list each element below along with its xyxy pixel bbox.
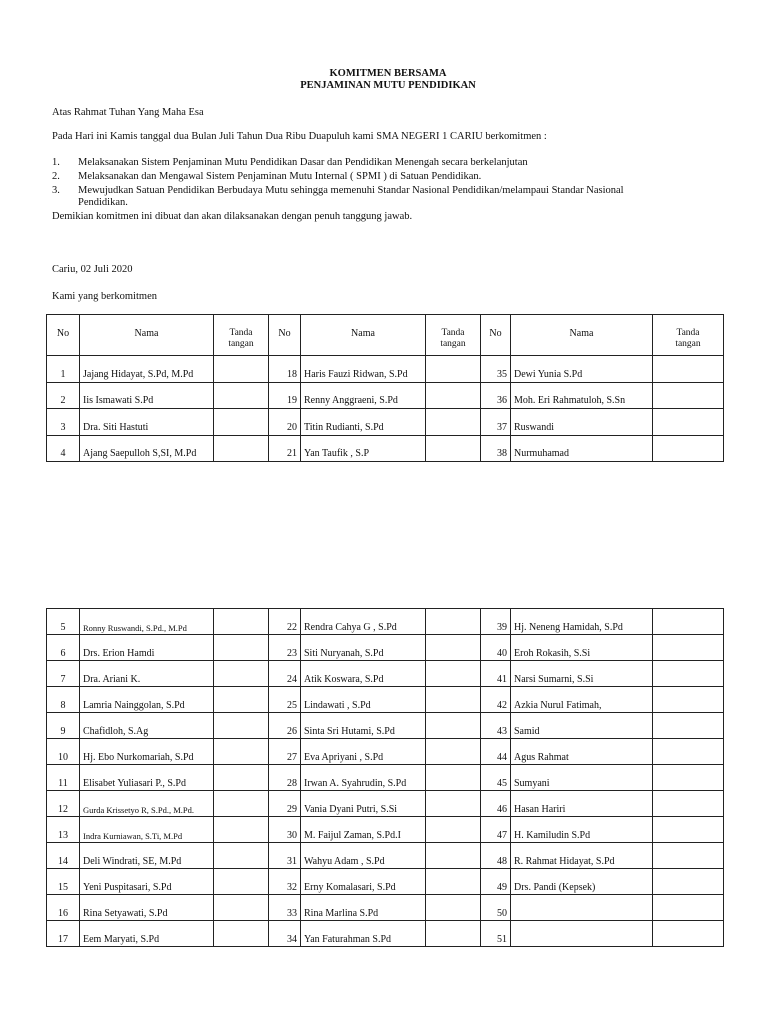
number-cell: 50 — [481, 895, 511, 921]
name-cell — [511, 921, 653, 947]
header-no: No — [481, 315, 511, 356]
signature-cell — [214, 895, 269, 921]
table-row — [47, 869, 724, 895]
name-cell: Ajang Saepulloh S,SI, M.Pd — [80, 435, 214, 462]
name-cell: Drs. Erion Hamdi — [80, 635, 214, 661]
number-cell: 20 — [269, 409, 301, 436]
number-cell: 29 — [269, 791, 301, 817]
name-cell: Gurda Krissetyo R, S.Pd., M.Pd. — [80, 791, 214, 817]
signature-cell — [426, 817, 481, 843]
signature-cell — [214, 791, 269, 817]
name-cell: Haris Fauzi Ridwan, S.Pd — [301, 356, 426, 383]
number-cell: 32 — [269, 869, 301, 895]
document-subtitle: PENJAMINAN MUTU PENDIDIKAN — [300, 80, 476, 91]
signature-cell — [653, 869, 724, 895]
header-tanda-tangan — [653, 315, 724, 356]
name-cell: Sumyani — [511, 765, 653, 791]
header-nama: Nama — [511, 315, 653, 356]
number-cell: 4 — [47, 435, 80, 462]
name-cell: Drs. Pandi (Kepsek) — [511, 869, 653, 895]
table-row — [47, 661, 724, 687]
name-cell: Irwan A. Syahrudin, S.Pd — [301, 765, 426, 791]
header-no: No — [47, 315, 80, 356]
signature-cell — [426, 895, 481, 921]
signature-cell — [426, 382, 481, 409]
number-cell: 25 — [269, 687, 301, 713]
number-cell: 34 — [269, 921, 301, 947]
signature-cell — [653, 765, 724, 791]
name-cell: Yan Faturahman S.Pd — [301, 921, 426, 947]
name-cell: R. Rahmat Hidayat, S.Pd — [511, 843, 653, 869]
signature-cell — [214, 609, 269, 635]
number-cell: 39 — [481, 609, 511, 635]
number-cell: 48 — [481, 843, 511, 869]
signature-cell — [426, 791, 481, 817]
name-cell: Dra. Siti Hastuti — [80, 409, 214, 436]
name-cell: Rendra Cahya G , S.Pd — [301, 609, 426, 635]
table-row — [47, 687, 724, 713]
number-cell: 19 — [269, 382, 301, 409]
signature-cell — [214, 921, 269, 947]
signature-cell — [214, 661, 269, 687]
number-cell: 8 — [47, 687, 80, 713]
number-cell: 38 — [481, 435, 511, 462]
header-nama: Nama — [301, 315, 426, 356]
header-tanda-tangan — [214, 315, 269, 356]
name-cell: Chafidloh, S.Ag — [80, 713, 214, 739]
name-cell: Deli Windrati, SE, M.Pd — [80, 843, 214, 869]
signature-cell — [214, 869, 269, 895]
number-cell: 49 — [481, 869, 511, 895]
item-number: 3. — [52, 185, 60, 196]
table-row — [47, 409, 724, 436]
item-text-continued: Pendidikan. — [78, 197, 128, 208]
signers-label: Kami yang berkomitmen — [52, 291, 157, 302]
signature-cell — [214, 382, 269, 409]
intro-paragraph: Pada Hari ini Kamis tanggal dua Bulan Juli Tahun Dua Ribu Duapuluh kami SMA NEGERI 1 CARIU berkomitmen : — [52, 131, 547, 142]
signature-cell — [653, 739, 724, 765]
name-cell: Hj. Ebo Nurkomariah, S.Pd — [80, 739, 214, 765]
number-cell: 33 — [269, 895, 301, 921]
item-text: Melaksanakan dan Mengawal Sistem Penjaminan Mutu Internal ( SPMI ) di Satuan Pendidikan. — [78, 171, 482, 182]
header-tangan: tangan — [440, 339, 466, 349]
signature-cell — [653, 713, 724, 739]
name-cell: Eem Maryati, S.Pd — [80, 921, 214, 947]
signature-cell — [214, 356, 269, 383]
signature-cell — [426, 609, 481, 635]
signature-cell — [426, 921, 481, 947]
signature-cell — [426, 661, 481, 687]
signature-cell — [426, 687, 481, 713]
name-cell: Wahyu Adam , S.Pd — [301, 843, 426, 869]
number-cell: 31 — [269, 843, 301, 869]
signature-cell — [653, 921, 724, 947]
signature-cell — [426, 739, 481, 765]
header-tanda: Tanda — [229, 328, 253, 338]
closing-statement: Demikian komitmen ini dibuat dan akan dilaksanakan dengan penuh tanggung jawab. — [52, 211, 413, 222]
signature-cell — [426, 869, 481, 895]
signature-table-page1 — [46, 314, 724, 462]
number-cell: 45 — [481, 765, 511, 791]
signature-cell — [426, 843, 481, 869]
table-row — [47, 713, 724, 739]
signature-cell — [653, 791, 724, 817]
name-cell: Yeni Puspitasari, S.Pd — [80, 869, 214, 895]
table-row — [47, 356, 724, 383]
number-cell: 2 — [47, 382, 80, 409]
signature-cell — [214, 435, 269, 462]
signature-cell — [214, 843, 269, 869]
greeting-line: Atas Rahmat Tuhan Yang Maha Esa — [52, 107, 204, 118]
signature-cell — [214, 687, 269, 713]
number-cell: 18 — [269, 356, 301, 383]
name-cell: Azkia Nurul Fatimah, — [511, 687, 653, 713]
name-cell: Atik Koswara, S.Pd — [301, 661, 426, 687]
header-nama: Nama — [80, 315, 214, 356]
header-tangan: tangan — [228, 339, 254, 349]
name-cell: Eroh Rokasih, S.Si — [511, 635, 653, 661]
signature-cell — [214, 409, 269, 436]
name-cell: Siti Nuryanah, S.Pd — [301, 635, 426, 661]
header-tangan: tangan — [675, 339, 701, 349]
signature-cell — [653, 435, 724, 462]
name-cell: Moh. Eri Rahmatuloh, S.Sn — [511, 382, 653, 409]
signature-cell — [426, 409, 481, 436]
number-cell: 13 — [47, 817, 80, 843]
signature-cell — [426, 713, 481, 739]
name-cell: Agus Rahmat — [511, 739, 653, 765]
name-cell: Ronny Ruswandi, S.Pd., M.Pd — [80, 609, 214, 635]
number-cell: 27 — [269, 739, 301, 765]
number-cell: 7 — [47, 661, 80, 687]
number-cell: 51 — [481, 921, 511, 947]
name-cell: Renny Anggraeni, S.Pd — [301, 382, 426, 409]
number-cell: 47 — [481, 817, 511, 843]
name-cell: Hj. Neneng Hamidah, S.Pd — [511, 609, 653, 635]
number-cell: 23 — [269, 635, 301, 661]
name-cell: Eva Apriyani , S.Pd — [301, 739, 426, 765]
table-row — [47, 895, 724, 921]
number-cell: 41 — [481, 661, 511, 687]
number-cell: 24 — [269, 661, 301, 687]
name-cell: Narsi Sumarni, S.Si — [511, 661, 653, 687]
signature-cell — [653, 661, 724, 687]
name-cell: Rina Marlina S.Pd — [301, 895, 426, 921]
name-cell: Dewi Yunia S.Pd — [511, 356, 653, 383]
signature-cell — [653, 895, 724, 921]
signature-cell — [426, 435, 481, 462]
number-cell: 46 — [481, 791, 511, 817]
name-cell: Hasan Hariri — [511, 791, 653, 817]
name-cell: Lindawati , S.Pd — [301, 687, 426, 713]
signature-cell — [214, 817, 269, 843]
name-cell: Vania Dyani Putri, S.Si — [301, 791, 426, 817]
signature-cell — [653, 356, 724, 383]
item-number: 1. — [52, 157, 60, 168]
number-cell: 28 — [269, 765, 301, 791]
number-cell: 14 — [47, 843, 80, 869]
item-text: Melaksanakan Sistem Penjaminan Mutu Pendidikan Dasar dan Pendidikan Menengah secara berkelanjutan — [78, 157, 528, 168]
number-cell: 44 — [481, 739, 511, 765]
number-cell: 37 — [481, 409, 511, 436]
table-row — [47, 921, 724, 947]
number-cell: 43 — [481, 713, 511, 739]
name-cell: H. Kamiludin S.Pd — [511, 817, 653, 843]
number-cell: 11 — [47, 765, 80, 791]
signature-cell — [653, 609, 724, 635]
signature-cell — [214, 765, 269, 791]
name-cell: M. Faijul Zaman, S.Pd.I — [301, 817, 426, 843]
number-cell: 15 — [47, 869, 80, 895]
signature-cell — [653, 817, 724, 843]
table-body-page1 — [47, 356, 724, 462]
number-cell: 6 — [47, 635, 80, 661]
header-tanda: Tanda — [676, 328, 700, 338]
number-cell: 42 — [481, 687, 511, 713]
table-body-page2 — [47, 609, 724, 947]
table-row — [47, 382, 724, 409]
number-cell: 16 — [47, 895, 80, 921]
name-cell: Titin Rudianti, S.Pd — [301, 409, 426, 436]
signature-cell — [214, 713, 269, 739]
signature-cell — [653, 687, 724, 713]
name-cell: Indra Kurniawan, S.Ti, M.Pd — [80, 817, 214, 843]
name-cell: Jajang Hidayat, S.Pd, M.Pd — [80, 356, 214, 383]
number-cell: 3 — [47, 409, 80, 436]
table-row — [47, 739, 724, 765]
number-cell: 12 — [47, 791, 80, 817]
table-row — [47, 635, 724, 661]
signature-cell — [426, 765, 481, 791]
table-row — [47, 817, 724, 843]
number-cell: 5 — [47, 609, 80, 635]
header-no: No — [269, 315, 301, 356]
signature-cell — [214, 739, 269, 765]
signature-cell — [653, 382, 724, 409]
number-cell: 30 — [269, 817, 301, 843]
number-cell: 40 — [481, 635, 511, 661]
number-cell: 9 — [47, 713, 80, 739]
signature-cell — [653, 409, 724, 436]
header-tanda: Tanda — [441, 328, 465, 338]
table-row — [47, 791, 724, 817]
place-date: Cariu, 02 Juli 2020 — [52, 264, 133, 275]
number-cell: 26 — [269, 713, 301, 739]
name-cell: Nurmuhamad — [511, 435, 653, 462]
signature-cell — [426, 356, 481, 383]
number-cell: 22 — [269, 609, 301, 635]
number-cell: 17 — [47, 921, 80, 947]
number-cell: 36 — [481, 382, 511, 409]
table-row — [47, 843, 724, 869]
table-row — [47, 609, 724, 635]
name-cell: Erny Komalasari, S.Pd — [301, 869, 426, 895]
header-tanda-tangan — [426, 315, 481, 356]
name-cell: Dra. Ariani K. — [80, 661, 214, 687]
signature-cell — [653, 635, 724, 661]
name-cell: Sinta Sri Hutami, S.Pd — [301, 713, 426, 739]
name-cell: Ruswandi — [511, 409, 653, 436]
name-cell: Yan Taufik , S.P — [301, 435, 426, 462]
number-cell: 35 — [481, 356, 511, 383]
signature-cell — [426, 635, 481, 661]
name-cell: Lamria Nainggolan, S.Pd — [80, 687, 214, 713]
name-cell — [511, 895, 653, 921]
name-cell: Samid — [511, 713, 653, 739]
signature-table-page2 — [46, 608, 724, 947]
item-number: 2. — [52, 171, 60, 182]
number-cell: 1 — [47, 356, 80, 383]
signature-cell — [214, 635, 269, 661]
signature-cell — [653, 843, 724, 869]
item-text: Mewujudkan Satuan Pendidikan Berbudaya Mutu sehingga memenuhi Standar Nasional Pendidikan/melampaui Standar Nasional — [78, 185, 624, 196]
number-cell: 21 — [269, 435, 301, 462]
name-cell: Rina Setyawati, S.Pd — [80, 895, 214, 921]
number-cell: 10 — [47, 739, 80, 765]
document-title: KOMITMEN BERSAMA — [329, 68, 447, 79]
name-cell: Elisabet Yuliasari P., S.Pd — [80, 765, 214, 791]
name-cell: Iis Ismawati S.Pd — [80, 382, 214, 409]
table-row — [47, 435, 724, 462]
table-row — [47, 765, 724, 791]
table-header-row — [47, 315, 724, 356]
